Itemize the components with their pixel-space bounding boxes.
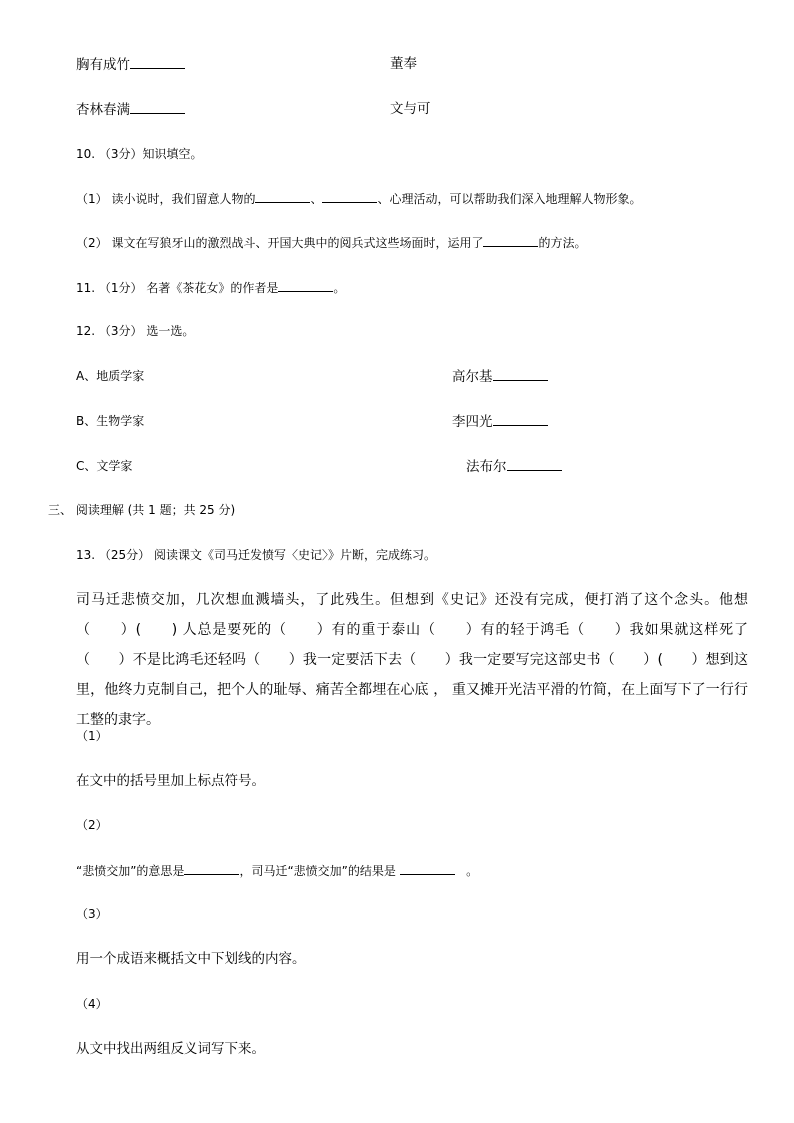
part-text: “悲愤交加”的意思是 (76, 864, 185, 878)
answer-blank[interactable] (400, 860, 455, 875)
question-text: 。 (333, 281, 346, 295)
answer-blank[interactable] (130, 99, 185, 114)
answer-blank[interactable] (322, 188, 377, 203)
reading-passage: 司马迁悲愤交加，几次想血溅墙头，了此残生。但想到《史记》还没有完成，便打消了这个念头。他想（ ）( ) 人总是要死的（ ）有的重于泰山（ ）有的轻于鸿毛（ ）我如果就这样死了（ ）不是比鸿毛还轻吗（ ）我一定要活下去（ ）我一定要写完这部史书（ ）( ）想到这里，他终力克制自己，把个人的耻辱、痛苦全都埋在心底 ， 重又摊开光洁平滑的竹简，在上面写下了一行行工整的隶字。 (76, 592, 748, 728)
idiom-row-1-left (76, 54, 185, 75)
answer-blank[interactable] (483, 232, 538, 247)
part-text: ，司马迁“悲愤交加”的结果是 (239, 864, 396, 878)
part-2-number: （2） (76, 818, 108, 832)
idiom-row-2-left (76, 99, 185, 120)
match-text: 法布尔 (466, 459, 507, 475)
part-3-number: （3） (76, 907, 108, 921)
question-text: 11. （1分） 名著《茶花女》的作者是 (76, 281, 279, 295)
sub-text: 的方法。 (538, 236, 587, 250)
question-13-title: 13. （25分） 阅读课文《司马迁发愤写〈史记〉》片断，完成练习。 (76, 548, 436, 562)
idiom-row-1-right: 董奉 (390, 56, 417, 72)
answer-blank[interactable] (278, 277, 333, 292)
question-10-sub2 (76, 232, 586, 253)
match-text: 高尔基 (452, 369, 493, 385)
answer-blank[interactable] (493, 411, 548, 426)
question-12-title: 12. （3分） 选一选。 (76, 324, 195, 338)
part-1-number: （1） (76, 729, 108, 743)
sub-text: （2） 课文在写狼牙山的激烈战斗、开国大典中的阅兵式这些场面时，运用了 (76, 236, 484, 250)
match-item-3 (466, 456, 562, 477)
answer-blank[interactable] (493, 366, 548, 381)
idiom-row-2-right: 文与可 (390, 101, 431, 117)
question-10-sub1 (76, 188, 641, 209)
answer-blank[interactable] (130, 54, 185, 69)
option-c: C、文学家 (76, 459, 133, 473)
idiom-text: 杏林春满 (76, 102, 130, 118)
part-2-text (76, 860, 478, 881)
option-b: B、生物学家 (76, 414, 145, 428)
part-4-text: 从文中找出两组反义词写下来。 (76, 1041, 265, 1057)
section-3-title: 三、 阅读理解 (共 1 题；共 25 分) (48, 503, 236, 517)
match-text: 李四光 (452, 414, 493, 430)
sub-text: 、 (310, 192, 323, 206)
question-10-title: 10. （3分）知识填空。 (76, 147, 203, 161)
match-item-2 (452, 411, 548, 432)
question-11 (76, 277, 345, 298)
option-a: A、地质学家 (76, 369, 145, 383)
answer-blank[interactable] (255, 188, 310, 203)
idiom-text: 胸有成竹 (76, 57, 130, 73)
part-text: 。 (466, 864, 479, 878)
answer-blank[interactable] (507, 456, 562, 471)
part-4-number: （4） (76, 997, 108, 1011)
match-item-1 (452, 366, 548, 387)
part-3-text: 用一个成语来概括文中下划线的内容。 (76, 951, 306, 967)
sub-text: 、心理活动，可以帮助我们深入地理解人物形象。 (377, 192, 642, 206)
answer-blank[interactable] (184, 860, 239, 875)
sub-text: （1） 读小说时，我们留意人物的 (76, 192, 256, 206)
part-1-text: 在文中的括号里加上标点符号。 (76, 773, 265, 789)
